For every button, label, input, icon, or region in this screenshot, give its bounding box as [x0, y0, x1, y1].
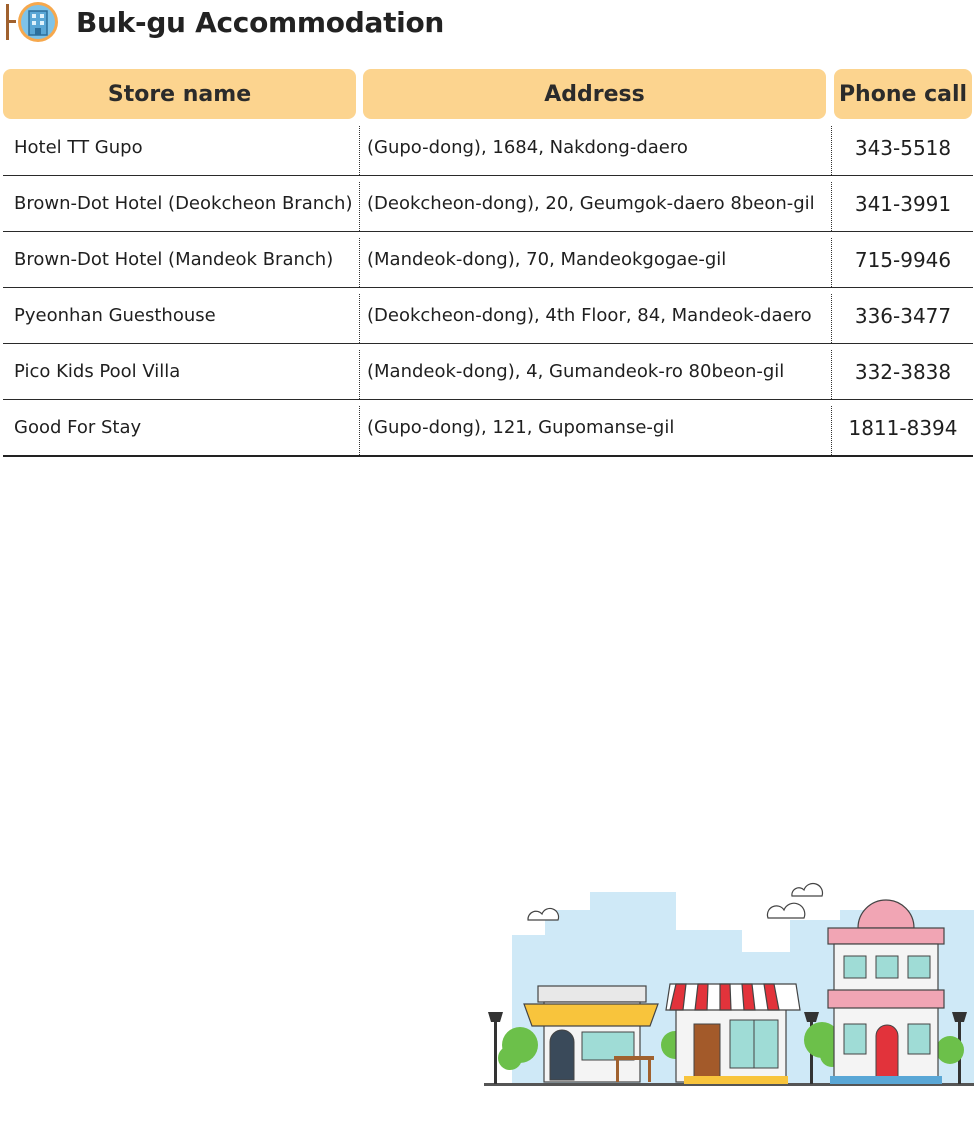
- address-cell: (Deokcheon-dong), 4th Floor, 84, Mandeok-daero: [367, 305, 812, 326]
- column-header-store-name: Store name: [3, 69, 356, 119]
- phone-cell[interactable]: 341-3991: [854, 191, 952, 216]
- phone-cell[interactable]: 336-3477: [854, 303, 952, 328]
- phone-cell[interactable]: 332-3838: [854, 359, 952, 384]
- column-header-address: Address: [363, 69, 826, 119]
- address-cell: (Gupo-dong), 121, Gupomanse-gil: [367, 417, 675, 438]
- store-name-cell: Brown-Dot Hotel (Deokcheon Branch): [14, 193, 353, 214]
- building-sign-icon: [4, 0, 62, 44]
- address-cell: (Mandeok-dong), 70, Mandeokgogae-gil: [367, 249, 727, 270]
- table-row: [3, 120, 973, 176]
- table-row: [3, 232, 973, 288]
- address-cell: (Gupo-dong), 1684, Nakdong-daero: [367, 137, 688, 158]
- store-name-cell: Pico Kids Pool Villa: [14, 361, 181, 382]
- table-row: [3, 344, 973, 400]
- accommodation-table: [3, 120, 973, 457]
- phone-cell[interactable]: 343-5518: [854, 135, 952, 160]
- column-header-phone-call: Phone call: [834, 69, 972, 119]
- address-cell: (Deokcheon-dong), 20, Geumgok-daero 8beon-gil: [367, 193, 815, 214]
- table-row: [3, 400, 973, 457]
- phone-cell[interactable]: 715-9946: [854, 247, 952, 272]
- store-name-cell: Pyeonhan Guesthouse: [14, 305, 216, 326]
- street-shops-illustration: [480, 880, 974, 1095]
- address-cell: (Mandeok-dong), 4, Gumandeok-ro 80beon-gil: [367, 361, 785, 382]
- table-row: [3, 176, 973, 232]
- table-row: [3, 288, 973, 344]
- store-name-cell: Good For Stay: [14, 417, 142, 438]
- store-name-cell: Hotel TT Gupo: [14, 137, 143, 158]
- store-name-cell: Brown-Dot Hotel (Mandeok Branch): [14, 249, 334, 270]
- phone-cell[interactable]: 1811-8394: [848, 415, 958, 440]
- page-header: [4, 0, 444, 44]
- page-title: Buk-gu Accommodation: [76, 5, 445, 39]
